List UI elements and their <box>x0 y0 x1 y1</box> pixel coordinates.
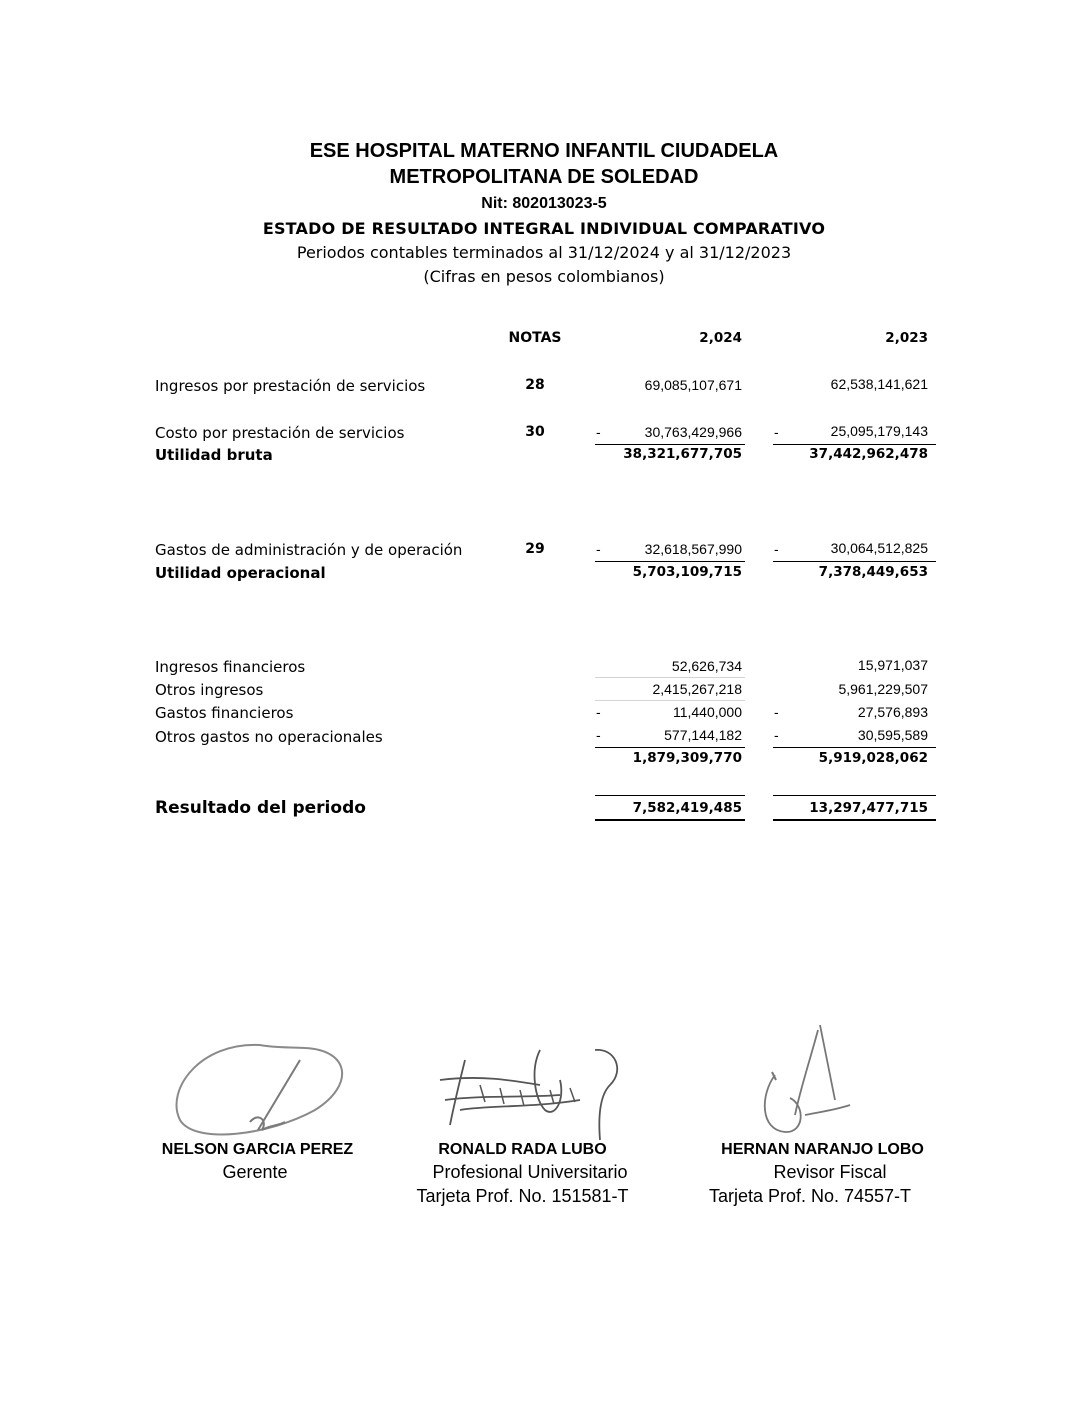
subtotal-line-2024 <box>595 561 745 562</box>
row-value-2024-resultado-periodo: 7,582,419,485 <box>632 800 742 816</box>
entity-name-line1: ESE HOSPITAL MATERNO INFANTIL CIUDADELA <box>309 140 779 162</box>
row-value-2023-otros-gastos: 30,595,589 <box>857 727 928 743</box>
total-line-2024 <box>595 795 745 796</box>
row-label-resultado-periodo: Resultado del periodo <box>155 798 366 818</box>
row-label-gastos-admin: Gastos de administración y de operación <box>155 541 463 559</box>
row-sign-2024-gastos-admin: - <box>596 541 601 557</box>
row-sign-2023-costo-servicios: - <box>774 424 779 440</box>
row-label-gastos-financieros: Gastos financieros <box>155 704 294 722</box>
row-value-2023-utilidad-bruta: 37,442,962,478 <box>809 446 928 462</box>
column-header-notes: NOTAS <box>508 330 562 346</box>
row-label-utilidad-bruta: Utilidad bruta <box>155 446 273 464</box>
row-sign-2024-otros-gastos: - <box>596 727 601 743</box>
row-label-otros-ingresos: Otros ingresos <box>155 681 264 699</box>
subtotal-line-2024 <box>595 747 745 748</box>
row-value-2024-gastos-admin: 32,618,567,990 <box>644 541 742 557</box>
row-value-2023-ingresos-financieros: 15,971,037 <box>857 657 928 673</box>
signature-image-profesional <box>420 1040 640 1145</box>
row-sign-2023-gastos-financieros: - <box>774 704 779 720</box>
subtotal-line-2023 <box>773 747 936 748</box>
row-value-2024-utilidad-bruta: 38,321,677,705 <box>623 446 742 462</box>
column-header-2023: 2,023 <box>885 330 928 346</box>
signature-name-revisor: HERNAN NARANJO LOBO <box>721 1141 924 1158</box>
row-sign-2023-otros-gastos: - <box>774 727 779 743</box>
row-value-2024-subtotal-no-operacional: 1,879,309,770 <box>632 750 742 766</box>
total-underline-2024 <box>595 819 745 821</box>
signature-image-revisor <box>750 1020 890 1150</box>
row-value-2024-ingresos-financieros: 52,626,734 <box>671 658 742 674</box>
signature-card-revisor: Tarjeta Prof. No. 74557-T <box>708 1186 912 1206</box>
row-label-ingresos-financieros: Ingresos financieros <box>155 658 306 676</box>
row-value-2023-gastos-financieros: 27,576,893 <box>857 704 928 720</box>
row-note-costo-servicios: 30 <box>525 424 545 440</box>
currency-note: (Cifras en pesos colombianos) <box>423 267 665 286</box>
row-separator <box>595 700 745 701</box>
row-note-ingresos-servicios: 28 <box>525 377 545 393</box>
row-separator <box>595 677 745 678</box>
signature-role-profesional: Profesional Universitario <box>432 1162 628 1182</box>
row-value-2023-utilidad-operacional: 7,378,449,653 <box>818 564 928 580</box>
subtotal-line-2024 <box>595 444 745 445</box>
subtotal-line-2023 <box>773 561 936 562</box>
row-sign-2024-costo-servicios: - <box>596 424 601 440</box>
signature-name-profesional: RONALD RADA LUBO <box>438 1141 607 1158</box>
entity-nit: Nit: 802013023-5 <box>481 195 607 212</box>
row-sign-2024-gastos-financieros: - <box>596 704 601 720</box>
signature-role-gerente: Gerente <box>222 1162 288 1182</box>
row-label-ingresos-servicios: Ingresos por prestación de servicios <box>155 377 426 395</box>
row-sign-2023-gastos-admin: - <box>774 541 779 557</box>
row-value-2024-costo-servicios: 30,763,429,966 <box>644 424 742 440</box>
row-label-otros-gastos: Otros gastos no operacionales <box>155 728 383 746</box>
total-line-2023 <box>773 795 936 796</box>
row-value-2023-otros-ingresos: 5,961,229,507 <box>838 681 928 697</box>
row-value-2023-subtotal-no-operacional: 5,919,028,062 <box>818 750 928 766</box>
subtotal-line-2023 <box>773 444 936 445</box>
row-value-2024-gastos-financieros: 11,440,000 <box>672 704 742 720</box>
signature-card-profesional: Tarjeta Prof. No. 151581-T <box>416 1186 629 1206</box>
row-value-2023-resultado-periodo: 13,297,477,715 <box>809 800 928 816</box>
signature-role-revisor: Revisor Fiscal <box>773 1162 887 1182</box>
row-note-gastos-admin: 29 <box>525 541 545 557</box>
row-label-utilidad-operacional: Utilidad operacional <box>155 564 326 582</box>
signature-image-gerente <box>140 1030 370 1145</box>
row-value-2024-otros-ingresos: 2,415,267,218 <box>652 681 742 697</box>
row-label-costo-servicios: Costo por prestación de servicios <box>155 424 405 442</box>
row-value-2023-gastos-admin: 30,064,512,825 <box>830 540 928 556</box>
row-value-2024-otros-gastos: 577,144,182 <box>664 727 742 743</box>
periods-text: Periodos contables terminados al 31/12/2024 y al 31/12/2023 <box>296 243 792 262</box>
entity-name-line2: METROPOLITANA DE SOLEDAD <box>389 166 699 188</box>
row-value-2023-costo-servicios: 25,095,179,143 <box>830 423 928 439</box>
row-value-2024-ingresos-servicios: 69,085,107,671 <box>644 377 742 393</box>
statement-title: ESTADO DE RESULTADO INTEGRAL INDIVIDUAL COMPARATIVO <box>262 219 826 238</box>
total-underline-2023 <box>773 819 936 821</box>
column-header-2024: 2,024 <box>699 330 742 346</box>
row-value-2024-utilidad-operacional: 5,703,109,715 <box>632 564 742 580</box>
row-value-2023-ingresos-servicios: 62,538,141,621 <box>830 376 928 392</box>
signature-name-gerente: NELSON GARCIA PEREZ <box>161 1141 354 1158</box>
